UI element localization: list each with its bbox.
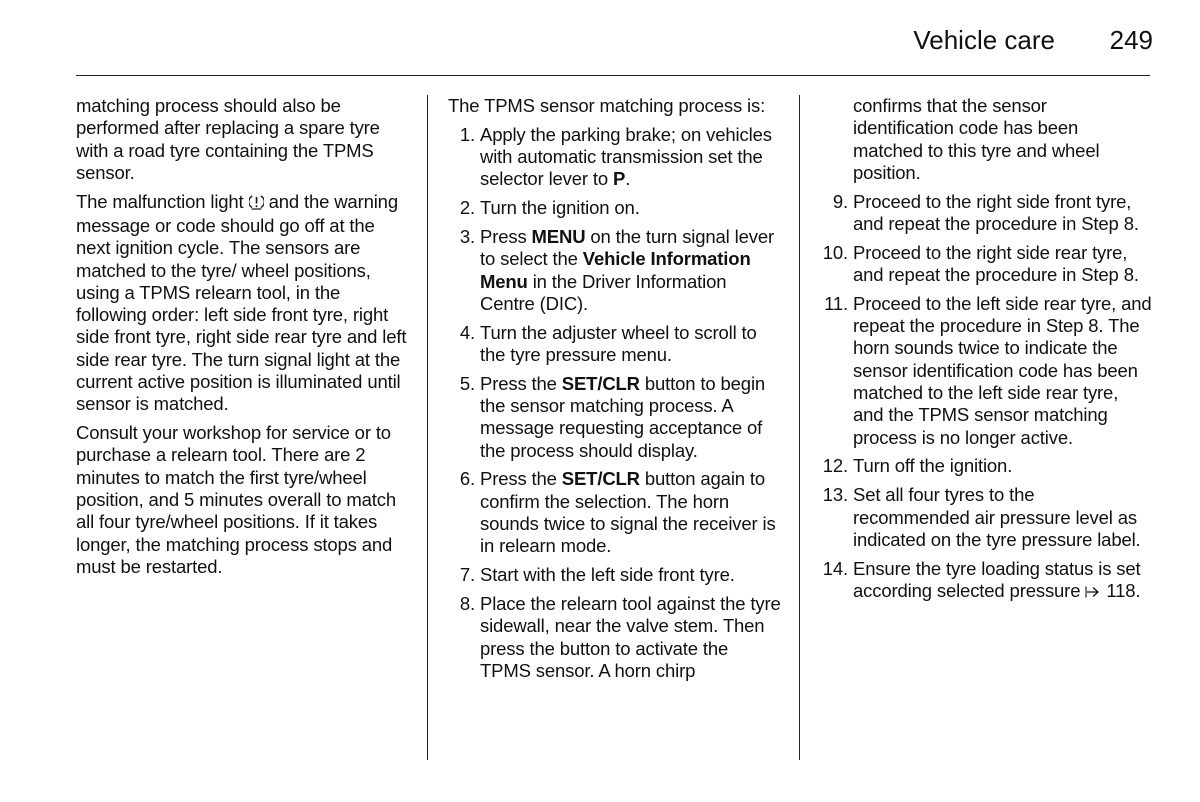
step-12 — [817, 455, 1152, 477]
step-bold: MENU — [531, 225, 586, 247]
column-3 — [817, 95, 1152, 611]
step-number: 14. — [822, 557, 848, 579]
step-text: button again to confirm the selection. The horn sounds twice to signal the receiver is in relearn mode. — [480, 468, 776, 557]
step-text: Turn off the ignition. — [853, 455, 1013, 477]
step-number: 13. — [822, 484, 848, 506]
step-number: 2. — [459, 197, 475, 219]
step-text: Press — [480, 225, 532, 247]
step-14 — [817, 558, 1152, 605]
step-text: Turn the adjuster wheel to scroll to the tyre pressure menu. — [480, 321, 757, 365]
step-6 — [448, 468, 783, 557]
step-text: Press the — [480, 372, 562, 394]
column-divider-1 — [427, 95, 428, 760]
step-5 — [448, 373, 783, 462]
step-11 — [817, 293, 1152, 449]
step-bold: SET/CLR — [561, 468, 640, 490]
step-13 — [817, 484, 1152, 551]
page-number: 249 — [1109, 25, 1153, 55]
step-number: 1. — [459, 123, 475, 145]
step-8-continuation: confirms that the sensor identification code has been matched to this tyre and wheel position. — [853, 95, 1100, 183]
steps-intro: The TPMS sensor matching process is: — [448, 95, 766, 116]
paragraph-text-b: and the warning message or code should go off at the next ignition cycle. The sensors are matched to the tyre/ wheel positions, using a TPMS relearn tool, in the following order: left side front tyre, right side front tyre, right side rear tyre and left side rear tyre. The turn signal light at the current active position is illuminated until sensor is matched. — [76, 190, 407, 415]
paragraph-workshop: Consult your workshop for service or to purchase a relearn tool. There are 2 minutes to match the first tyre/wheel position, and 5 minutes overall to match all four tyre/wheel positions. If it takes longer, the matching process stops and must be restarted. — [76, 422, 396, 577]
column-divider-2 — [799, 95, 800, 760]
step-number: 6. — [459, 468, 475, 490]
step-text: on the turn signal lever to select the — [480, 225, 774, 270]
step-4 — [448, 322, 783, 367]
step-text: Ensure the tyre loading status is set according selected pressure — [853, 557, 1141, 601]
column-1 — [76, 95, 411, 585]
step-number: 4. — [459, 321, 475, 343]
step-number: 8. — [459, 592, 475, 614]
paragraph-malfunction-light — [76, 191, 411, 416]
step-text: in the Driver Information Centre (DIC). — [480, 270, 727, 314]
page-reference[interactable]: 118. — [1106, 579, 1141, 601]
step-text: Proceed to the right side rear tyre, and repeat the procedure in Step 8. — [853, 241, 1139, 286]
step-text: Turn the ignition on. — [480, 197, 640, 219]
step-bold: P — [613, 168, 626, 190]
step-text: Set all four tyres to the recommended air pressure level as indicated on the tyre pressure label. — [853, 484, 1141, 550]
step-number: 10. — [822, 241, 848, 263]
step-10 — [817, 242, 1152, 287]
step-text: button to begin the sensor matching process. A message requesting acceptance of the process should display. — [480, 372, 766, 461]
paragraph-spare-tyre: matching process should also be performed after replacing a spare tyre with a road tyre containing the TPMS sensor. — [76, 95, 380, 183]
step-bold: SET/CLR — [561, 372, 640, 394]
step-7 — [448, 564, 783, 586]
step-number: 3. — [459, 225, 475, 247]
step-text: Start with the left side front tyre. — [480, 564, 735, 586]
step-9 — [817, 191, 1152, 236]
step-text: . — [625, 168, 631, 190]
step-number: 11. — [824, 292, 848, 314]
chapter-title: Vehicle care — [913, 25, 1055, 55]
step-text: Place the relearn tool against the tyre sidewall, near the valve stem. Then press the button to activate the TPMS sensor. A horn chirp — [480, 592, 781, 681]
step-text: Apply the parking brake; on vehicles with automatic transmission set the selector lever to — [480, 123, 772, 190]
step-number: 9. — [832, 190, 848, 212]
step-2 — [448, 197, 783, 219]
step-number: 5. — [459, 372, 475, 394]
paragraph-text-a: The malfunction light — [76, 190, 244, 212]
steps-list — [448, 124, 783, 682]
step-text: Press the — [480, 468, 562, 490]
step-3 — [448, 226, 783, 315]
arrow-reference-icon — [1085, 582, 1101, 604]
step-text: Proceed to the left side rear tyre, and repeat the procedure in Step 8. The horn sounds twice to indicate the sensor identification code has been matched to the left side rear tyre, and the TPMS sensor matching process is no longer active. — [853, 292, 1152, 448]
steps-list-continued — [817, 191, 1152, 605]
tpms-warning-icon — [249, 193, 264, 215]
column-2 — [448, 95, 783, 689]
step-1 — [448, 124, 783, 191]
step-text: Proceed to the right side front tyre, and repeat the procedure in Step 8. — [853, 190, 1139, 234]
step-8 — [448, 593, 783, 682]
header-rule — [76, 75, 1150, 76]
step-bold: Vehicle Information Menu — [480, 248, 751, 292]
step-number: 12. — [822, 455, 848, 477]
step-number: 7. — [459, 564, 475, 586]
